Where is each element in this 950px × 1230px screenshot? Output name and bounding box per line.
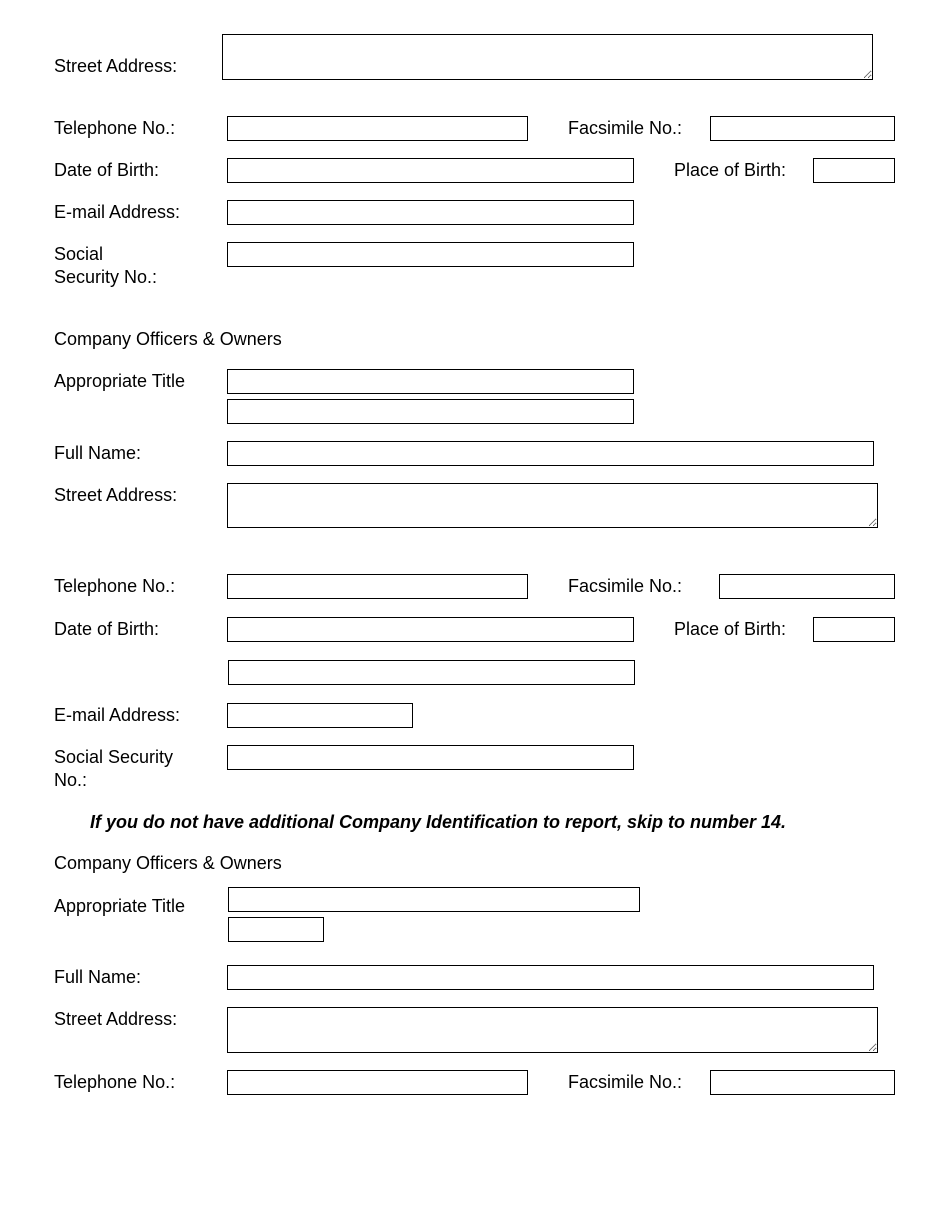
email-label-1: E-mail Address:: [54, 202, 181, 222]
facsimile-label-1: Facsimile No.:: [568, 118, 683, 138]
street-address-field-2[interactable]: [227, 483, 878, 528]
street-address-field-1[interactable]: [222, 34, 873, 80]
telephone-field-1[interactable]: [227, 116, 528, 141]
appropriate-title-label-3: Appropriate Title: [54, 896, 186, 916]
facsimile-label-3: Facsimile No.:: [568, 1072, 683, 1092]
date-of-birth-label-1: Date of Birth:: [54, 160, 160, 180]
street-address-label-3: Street Address:: [54, 1009, 178, 1029]
telephone-field-3[interactable]: [227, 1070, 528, 1095]
full-name-field-3[interactable]: [227, 965, 874, 990]
facsimile-label-2: Facsimile No.:: [568, 576, 683, 596]
telephone-field-2[interactable]: [227, 574, 528, 599]
full-name-label-3: Full Name:: [54, 967, 142, 987]
email-field-1[interactable]: [227, 200, 634, 225]
appropriate-title-field-2b[interactable]: [227, 399, 634, 424]
telephone-label-1: Telephone No.:: [54, 118, 176, 138]
street-address-label-2: Street Address:: [54, 485, 178, 505]
full-name-field-2[interactable]: [227, 441, 874, 466]
date-of-birth-field-1[interactable]: [227, 158, 634, 183]
email-label-2: E-mail Address:: [54, 705, 181, 725]
place-of-birth-field-2[interactable]: [813, 617, 895, 642]
telephone-label-2: Telephone No.:: [54, 576, 176, 596]
appropriate-title-field-3a[interactable]: [228, 887, 640, 912]
street-address-label-1: Street Address:: [54, 56, 178, 76]
social-security-label-1b: Security No.:: [54, 267, 158, 287]
full-name-label-2: Full Name:: [54, 443, 142, 463]
place-of-birth-label-2: Place of Birth:: [674, 619, 787, 639]
place-of-birth-field-1[interactable]: [813, 158, 895, 183]
place-of-birth-label-1: Place of Birth:: [674, 160, 787, 180]
social-security-label-2a: Social Security: [54, 747, 174, 767]
section-heading-officers-1: Company Officers & Owners: [54, 329, 282, 349]
street-address-field-3[interactable]: [227, 1007, 878, 1053]
appropriate-title-label-2: Appropriate Title: [54, 371, 186, 391]
date-of-birth-label-2: Date of Birth:: [54, 619, 160, 639]
facsimile-field-2[interactable]: [719, 574, 895, 599]
social-security-field-2[interactable]: [227, 745, 634, 770]
skip-instruction-note: If you do not have additional Company Identification to report, skip to number 14.: [90, 812, 787, 832]
appropriate-title-field-2a[interactable]: [227, 369, 634, 394]
social-security-label-2b: No.:: [54, 770, 88, 790]
facsimile-field-3[interactable]: [710, 1070, 895, 1095]
section-heading-officers-2: Company Officers & Owners: [54, 853, 282, 873]
email-field-2[interactable]: [227, 703, 413, 728]
facsimile-field-1[interactable]: [710, 116, 895, 141]
social-security-label-1a: Social: [54, 244, 104, 264]
social-security-field-1[interactable]: [227, 242, 634, 267]
appropriate-title-field-3b[interactable]: [228, 917, 324, 942]
extra-field-2[interactable]: [228, 660, 635, 685]
date-of-birth-field-2[interactable]: [227, 617, 634, 642]
telephone-label-3: Telephone No.:: [54, 1072, 176, 1092]
